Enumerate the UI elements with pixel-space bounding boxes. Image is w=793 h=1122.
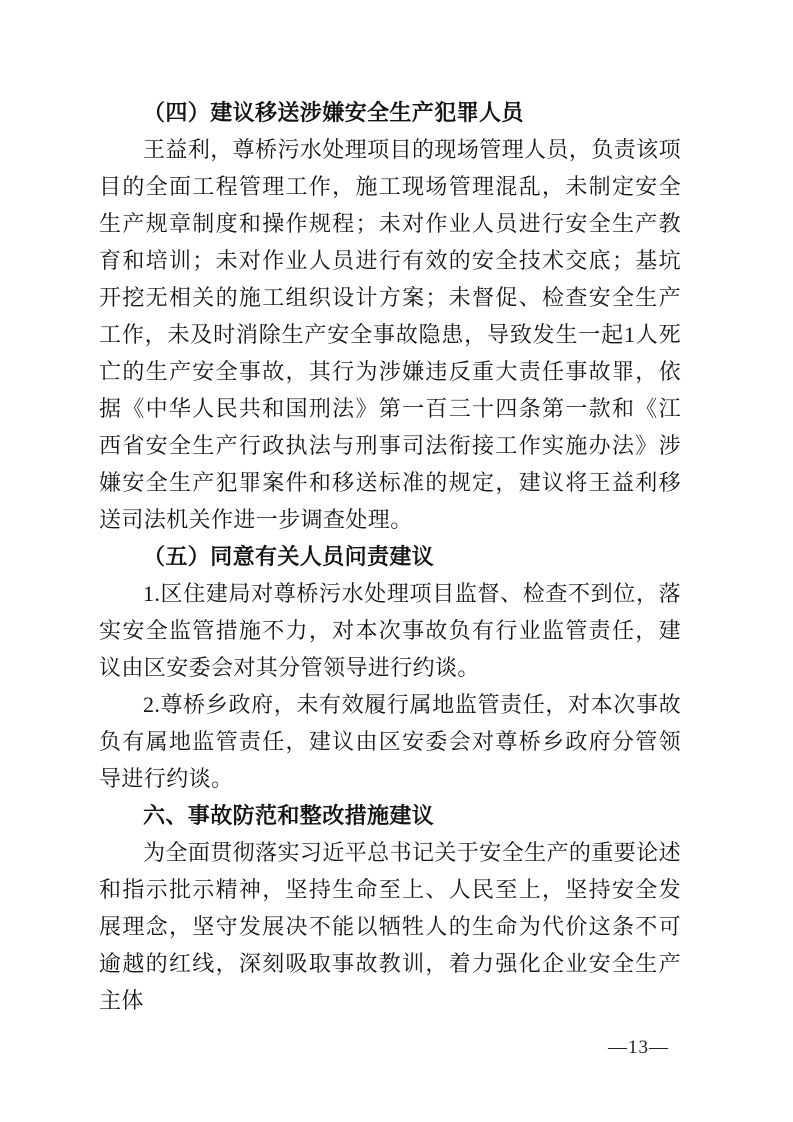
paragraph-criminal-referral: 王益利，尊桥污水处理项目的现场管理人员，负责该项目的全面工程管理工作，施工现场管理混乱，未制定安全生产规章制度和操作规程；未对作业人员进行安全生产教育和培训；未对作业人员进行有效的安全技术交底；基坑开挖无相关的施工组织设计方案；未督促、检查安全生产工作，未及时消除生产安全事故隐患，导致发生一起1人死亡的生产安全事故，其行为涉嫌违反重大责任事故罪，依据《中华人民共和国刑法》第一百三十四条第一款和《江西省安全生产行政执法与刑事司法衔接工作实施办法》涉嫌安全生产犯罪案件和移送标准的规定，建议将王益利移送司法机关作进一步调查处理。	[99, 137, 681, 532]
paragraph-accountability-item-1: 1.区住建局对尊桥污水处理项目监督、检查不到位，落实安全监管措施不力，对本次事故负有行业监管责任，建议由区安委会对其分管领导进行约谈。	[99, 581, 681, 680]
section-heading-4: （四）建议移送涉嫌安全生产犯罪人员	[143, 100, 524, 125]
section-heading-5: （五）同意有关人员问责建议	[143, 544, 435, 569]
section-heading-6: 六、事故防范和整改措施建议	[143, 803, 435, 828]
paragraph-accountability-item-2: 2.尊桥乡政府，未有效履行属地监管责任，对本次事故负有属地监管责任，建议由区安委会对尊桥乡政府分管领导进行约谈。	[99, 692, 681, 791]
document-body	[99, 94, 681, 1019]
paragraph-prevention-measures: 为全面贯彻落实习近平总书记关于安全生产的重要论述和指示批示精神，坚持生命至上、人民至上，坚持安全发展理念，坚守发展决不能以牺牲人的生命为代价这条不可逾越的红线，深刻吸取事故教训，着力强化企业安全生产主体	[99, 840, 681, 1013]
page-number: —13—	[608, 1037, 669, 1058]
